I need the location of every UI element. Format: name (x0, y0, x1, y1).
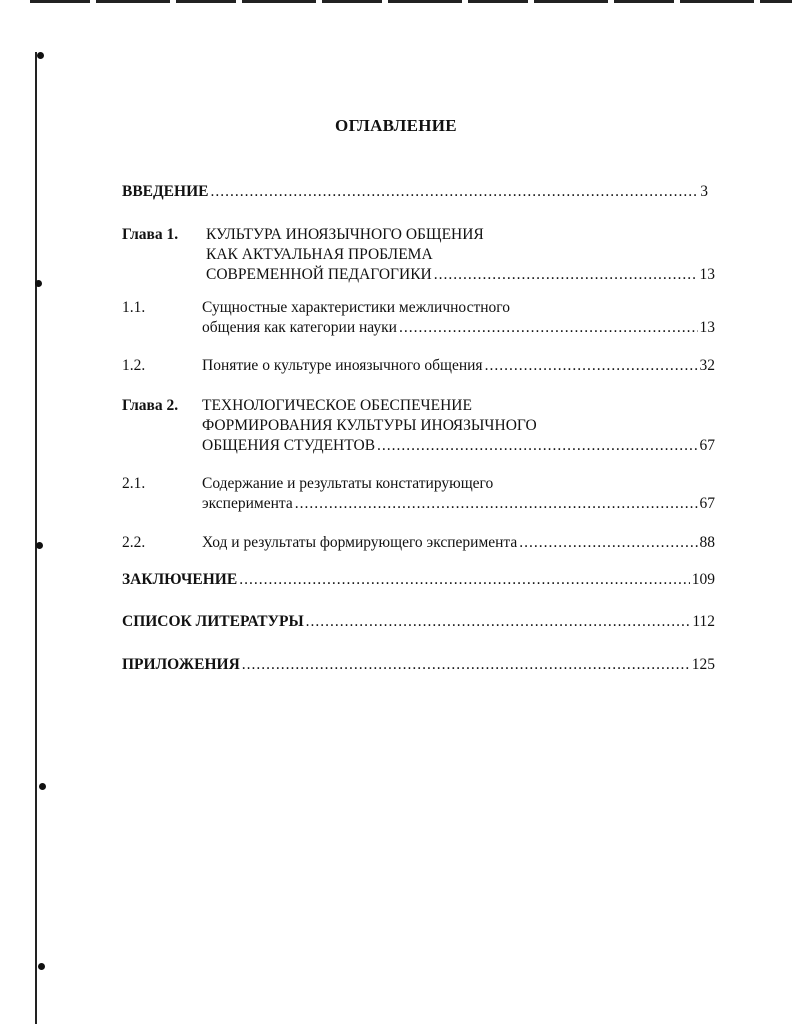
dot-leader (399, 318, 698, 338)
punch-hole-mark (36, 542, 43, 549)
toc-entry-line: Сущностные характеристики межличностного (202, 299, 510, 316)
punch-hole-mark (38, 963, 45, 970)
toc-entry-text: ВВЕДЕНИЕ (122, 183, 209, 200)
toc-entry-line: СОВРЕМЕННОЙ ПЕДАГОГИКИ (206, 266, 432, 283)
dot-leader (239, 570, 690, 590)
toc-page-number: 3 (700, 183, 708, 200)
toc-entry-intro[interactable] (122, 182, 708, 202)
toc-entry-text: ЗАКЛЮЧЕНИЕ (122, 571, 238, 588)
toc-page-number: 88 (699, 534, 715, 551)
page-title: ОГЛАВЛЕНИЕ (335, 116, 457, 135)
dot-leader (306, 612, 691, 632)
scan-top-edge (30, 0, 792, 3)
punch-hole-mark (35, 280, 42, 287)
toc-entry-line: Ход и результаты формирующего эксперимента (202, 534, 518, 551)
section-label: 1.2. (122, 357, 146, 374)
section-label: 2.2. (122, 534, 146, 551)
toc-entry-chapter-2[interactable] (202, 396, 715, 456)
toc-entry-line: КУЛЬТУРА ИНОЯЗЫЧНОГО ОБЩЕНИЯ (206, 226, 484, 243)
dot-leader (519, 533, 697, 553)
dot-leader (242, 655, 690, 675)
toc-entry-section-1-2[interactable] (202, 356, 715, 376)
chapter-label: Глава 1. (122, 226, 179, 243)
dot-leader (210, 182, 698, 202)
toc-entry-line: общения как категории науки (202, 319, 397, 336)
toc-page-number: 32 (699, 357, 715, 374)
toc-page-number: 13 (699, 319, 715, 336)
toc-entry-line: эксперимента (202, 495, 293, 512)
section-label: 2.1. (122, 475, 146, 492)
toc-entry-appendix[interactable] (122, 655, 715, 675)
punch-hole-mark (39, 783, 46, 790)
toc-page-number: 109 (691, 571, 715, 588)
toc-entry-line: Содержание и результаты констатирующего (202, 475, 494, 492)
toc-entry-text: ПРИЛОЖЕНИЯ (122, 656, 240, 673)
toc-entry-section-1-1[interactable] (202, 298, 715, 338)
toc-entry-line: ОБЩЕНИЯ СТУДЕНТОВ (202, 437, 376, 454)
dot-leader (434, 265, 698, 285)
punch-hole-mark (37, 52, 44, 59)
scan-left-edge (35, 52, 37, 1024)
toc-entry-section-2-1[interactable] (202, 474, 715, 514)
toc-entry-line: ФОРМИРОВАНИЯ КУЛЬТУРЫ ИНОЯЗЫЧНОГО (202, 417, 537, 434)
toc-page-number: 67 (699, 495, 715, 512)
toc-entry-chapter-1[interactable] (206, 225, 715, 285)
dot-leader (377, 436, 697, 456)
toc-entry-text: СПИСОК ЛИТЕРАТУРЫ (122, 613, 304, 630)
toc-page-number: 67 (699, 437, 715, 454)
section-label: 1.1. (122, 299, 146, 316)
toc-entry-references[interactable] (122, 612, 715, 632)
toc-page-number: 112 (692, 613, 715, 630)
toc-entry-conclusion[interactable] (122, 570, 715, 590)
toc-entry-line: КАК АКТУАЛЬНАЯ ПРОБЛЕМА (206, 246, 433, 263)
dot-leader (295, 494, 698, 514)
dot-leader (485, 356, 698, 376)
toc-page-number: 13 (699, 266, 715, 283)
toc-page-number: 125 (691, 656, 715, 673)
toc-entry-section-2-2[interactable] (202, 533, 715, 553)
toc-entry-line: ТЕХНОЛОГИЧЕСКОЕ ОБЕСПЕЧЕНИЕ (202, 397, 472, 414)
toc-entry-line: Понятие о культуре иноязычного общения (202, 357, 483, 374)
chapter-label: Глава 2. (122, 397, 179, 414)
